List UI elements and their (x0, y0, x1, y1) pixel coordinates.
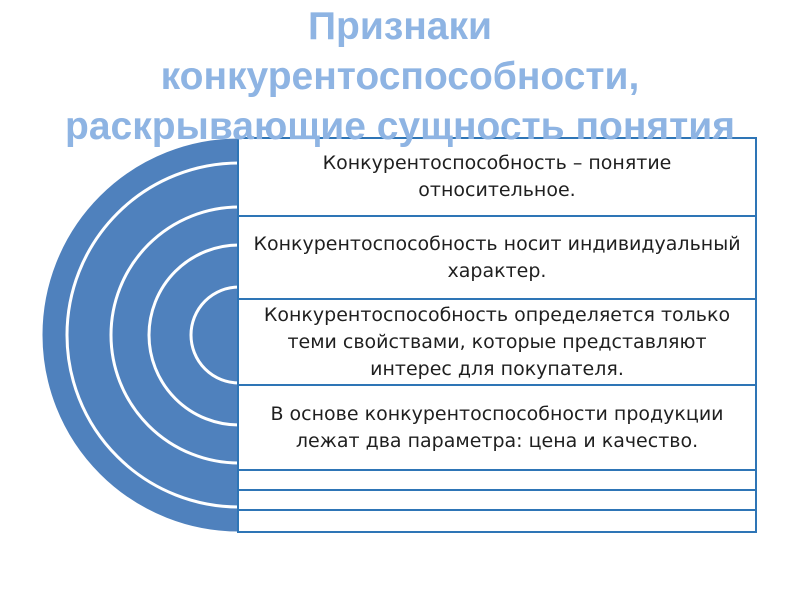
title-line-1: Признаки (308, 5, 492, 48)
title-line-2: конкурентоспособности, (160, 55, 640, 98)
item-text-4: В основе конкурентоспособности продукции лежат два параметра: цена и качество. (270, 402, 724, 452)
empty-row-divider-3 (239, 509, 755, 511)
empty-row-divider-1 (239, 469, 755, 471)
item-text-1: Конкурентоспособность – понятие относительное. (322, 152, 672, 201)
slide-title (0, 2, 800, 152)
item-box-2 (239, 215, 755, 298)
item-text-2: Конкурентоспособность носит индивидуальный характер. (253, 232, 741, 282)
item-box-4 (239, 384, 755, 469)
item-box-3 (239, 298, 755, 384)
title-line-3: раскрывающие сущность понятия (65, 105, 735, 148)
empty-row-divider-2 (239, 489, 755, 491)
item-text-3: Конкурентоспособность определяется только теми свойствами, которые представляют интерес для покупателя. (263, 303, 731, 380)
